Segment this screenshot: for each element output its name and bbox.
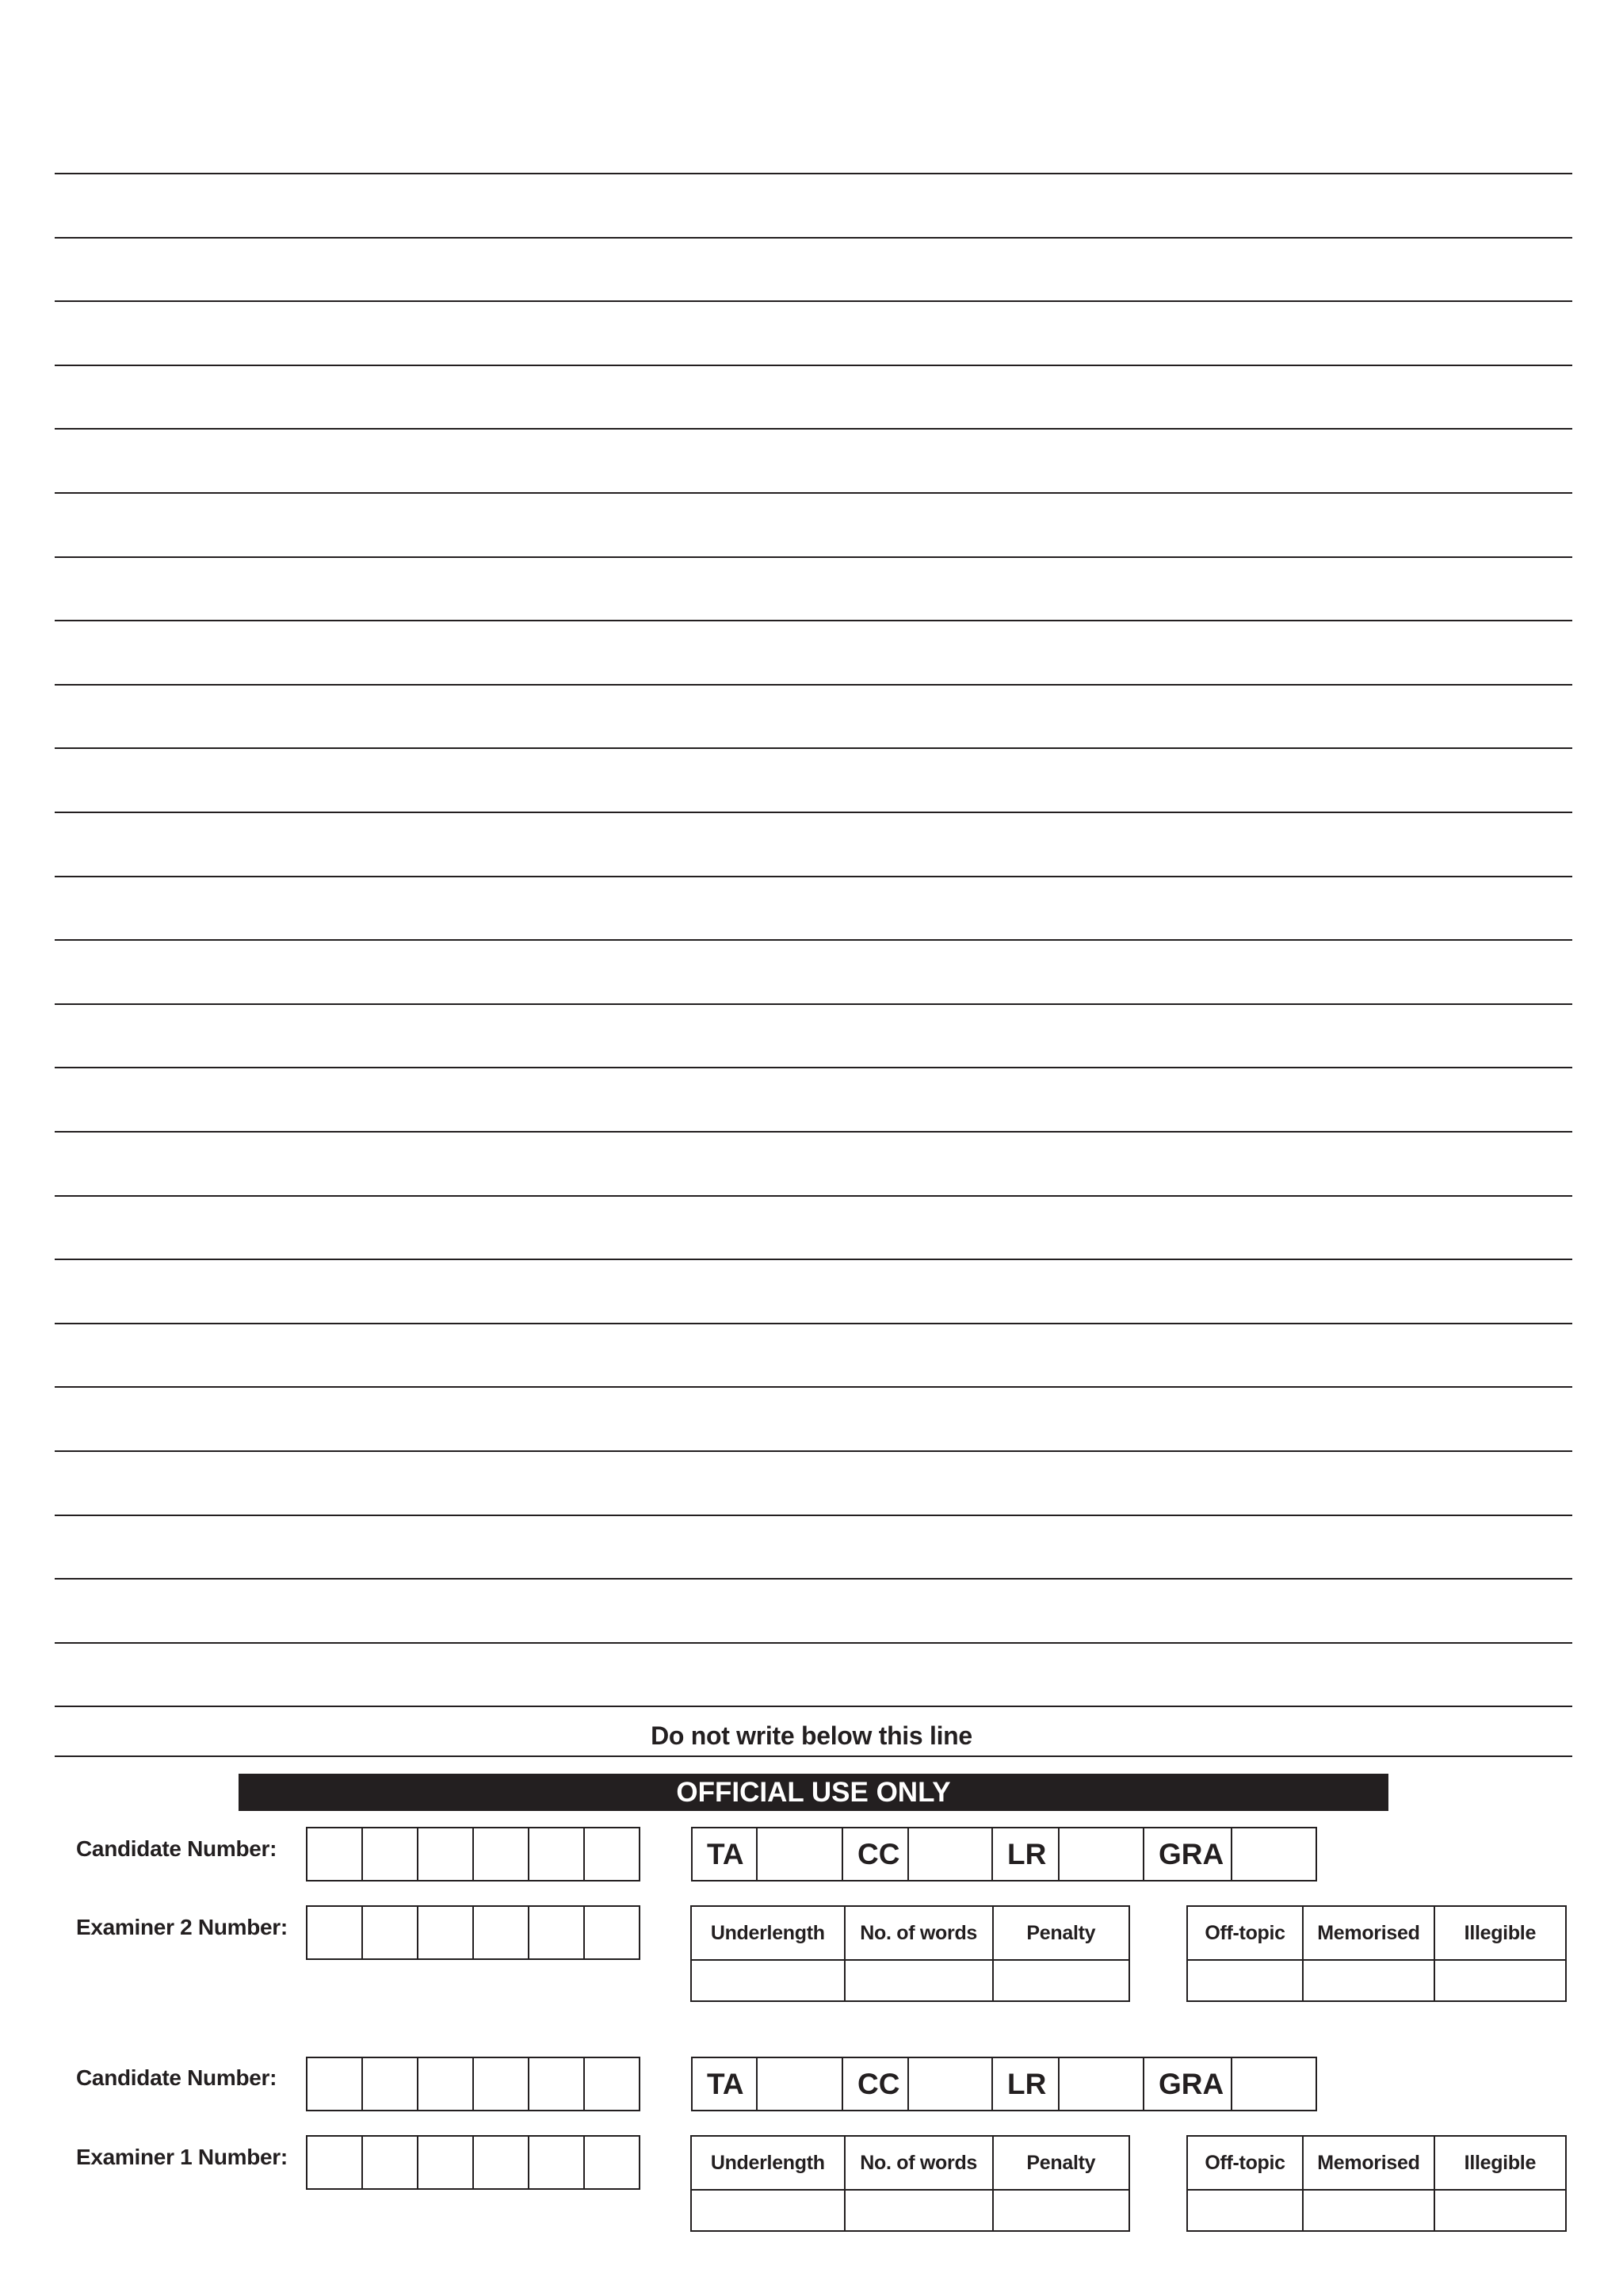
digit-box[interactable] bbox=[528, 1827, 585, 1881]
digit-box[interactable] bbox=[583, 2057, 640, 2111]
band-score-row bbox=[691, 1827, 1317, 1881]
digit-box[interactable] bbox=[417, 1905, 474, 1960]
writing-line bbox=[55, 1642, 1572, 1644]
digit-box[interactable] bbox=[528, 1905, 585, 1960]
writing-line bbox=[55, 812, 1572, 813]
score-label-lr: LR bbox=[991, 2057, 1060, 2111]
writing-line bbox=[55, 1323, 1572, 1324]
writing-line bbox=[55, 1515, 1572, 1516]
score-label-lr: LR bbox=[991, 1827, 1060, 1881]
writing-line bbox=[55, 1578, 1572, 1580]
off-topic-cell[interactable] bbox=[1187, 2190, 1303, 2231]
score-box-gra[interactable] bbox=[1231, 1827, 1317, 1881]
penalty-header: Penalty bbox=[993, 1906, 1129, 1960]
memorised-cell[interactable] bbox=[1303, 2190, 1434, 2231]
digit-box[interactable] bbox=[472, 1827, 529, 1881]
digit-box[interactable] bbox=[306, 1827, 363, 1881]
illegible-cell[interactable] bbox=[1434, 2190, 1566, 2231]
digit-box[interactable] bbox=[528, 2135, 585, 2190]
score-label-ta: TA bbox=[691, 1827, 758, 1881]
score-box-lr[interactable] bbox=[1058, 1827, 1144, 1881]
word-count-header: No. of words bbox=[845, 1906, 993, 1960]
score-box-ta[interactable] bbox=[756, 1827, 843, 1881]
digit-box[interactable] bbox=[361, 2135, 418, 2190]
illegible-header: Illegible bbox=[1434, 2136, 1566, 2190]
underlength-header: Underlength bbox=[691, 1906, 845, 1960]
off-topic-header: Off-topic bbox=[1187, 2136, 1303, 2190]
writing-line bbox=[55, 1003, 1572, 1005]
candidate-number-label: Candidate Number: bbox=[76, 1836, 277, 1861]
digit-box[interactable] bbox=[583, 1905, 640, 1960]
examiner-number-label: Examiner 2 Number: bbox=[76, 1915, 288, 1939]
cutoff-line bbox=[55, 1755, 1572, 1757]
digit-box[interactable] bbox=[417, 2135, 474, 2190]
writing-line bbox=[55, 173, 1572, 174]
writing-line bbox=[55, 747, 1572, 749]
do-not-write-notice: Do not write below this line bbox=[651, 1721, 972, 1750]
digit-box[interactable] bbox=[306, 2057, 363, 2111]
digit-box[interactable] bbox=[417, 2057, 474, 2111]
digit-box[interactable] bbox=[472, 2135, 529, 2190]
writing-line bbox=[55, 1067, 1572, 1068]
candidate-number-boxes[interactable] bbox=[306, 2057, 640, 2111]
word-count-cell[interactable] bbox=[845, 1960, 993, 2001]
candidate-number-label: Candidate Number: bbox=[76, 2065, 277, 2090]
illegible-cell[interactable] bbox=[1434, 1960, 1566, 2001]
penalty-header: Penalty bbox=[993, 2136, 1129, 2190]
writing-line bbox=[55, 492, 1572, 494]
writing-line bbox=[55, 556, 1572, 558]
penalty-cell[interactable] bbox=[993, 2190, 1129, 2231]
flags-table bbox=[1186, 2135, 1567, 2232]
memorised-header: Memorised bbox=[1303, 2136, 1434, 2190]
score-box-gra[interactable] bbox=[1231, 2057, 1317, 2111]
writing-line bbox=[55, 1195, 1572, 1197]
digit-box[interactable] bbox=[417, 1827, 474, 1881]
score-label-gra: GRA bbox=[1143, 1827, 1232, 1881]
digit-box[interactable] bbox=[306, 1905, 363, 1960]
writing-line bbox=[55, 684, 1572, 686]
digit-box[interactable] bbox=[472, 1905, 529, 1960]
illegible-header: Illegible bbox=[1434, 1906, 1566, 1960]
word-count-cell[interactable] bbox=[845, 2190, 993, 2231]
digit-box[interactable] bbox=[361, 2057, 418, 2111]
official-use-banner: OFFICIAL USE ONLY bbox=[239, 1774, 1388, 1811]
writing-line bbox=[55, 1706, 1572, 1707]
underlength-cell[interactable] bbox=[691, 1960, 845, 2001]
examiner-number-boxes[interactable] bbox=[306, 1905, 640, 1960]
band-score-row bbox=[691, 2057, 1317, 2111]
score-box-cc[interactable] bbox=[907, 2057, 993, 2111]
underlength-header: Underlength bbox=[691, 2136, 845, 2190]
off-topic-header: Off-topic bbox=[1187, 1906, 1303, 1960]
score-box-cc[interactable] bbox=[907, 1827, 993, 1881]
digit-box[interactable] bbox=[361, 1827, 418, 1881]
penalty-cell[interactable] bbox=[993, 1960, 1129, 2001]
score-label-gra: GRA bbox=[1143, 2057, 1232, 2111]
length-penalty-table bbox=[690, 1905, 1130, 2002]
digit-box[interactable] bbox=[306, 2135, 363, 2190]
examiner-number-label: Examiner 1 Number: bbox=[76, 2145, 288, 2169]
digit-box[interactable] bbox=[361, 1905, 418, 1960]
score-label-cc: CC bbox=[842, 2057, 909, 2111]
candidate-number-boxes[interactable] bbox=[306, 1827, 640, 1881]
word-count-header: No. of words bbox=[845, 2136, 993, 2190]
score-label-cc: CC bbox=[842, 1827, 909, 1881]
length-penalty-table bbox=[690, 2135, 1130, 2232]
underlength-cell[interactable] bbox=[691, 2190, 845, 2231]
digit-box[interactable] bbox=[472, 2057, 529, 2111]
digit-box[interactable] bbox=[583, 2135, 640, 2190]
writing-line bbox=[55, 237, 1572, 239]
digit-box[interactable] bbox=[528, 2057, 585, 2111]
writing-line bbox=[55, 365, 1572, 366]
writing-line bbox=[55, 300, 1572, 302]
off-topic-cell[interactable] bbox=[1187, 1960, 1303, 2001]
writing-line bbox=[55, 1386, 1572, 1388]
writing-line bbox=[55, 1259, 1572, 1260]
writing-line bbox=[55, 428, 1572, 430]
score-label-ta: TA bbox=[691, 2057, 758, 2111]
examiner-number-boxes[interactable] bbox=[306, 2135, 640, 2190]
writing-line bbox=[55, 1131, 1572, 1133]
writing-line bbox=[55, 939, 1572, 941]
memorised-header: Memorised bbox=[1303, 1906, 1434, 1960]
flags-table bbox=[1186, 1905, 1567, 2002]
digit-box[interactable] bbox=[583, 1827, 640, 1881]
score-box-ta[interactable] bbox=[756, 2057, 843, 2111]
score-box-lr[interactable] bbox=[1058, 2057, 1144, 2111]
writing-line bbox=[55, 620, 1572, 621]
writing-line bbox=[55, 876, 1572, 877]
writing-line bbox=[55, 1450, 1572, 1452]
memorised-cell[interactable] bbox=[1303, 1960, 1434, 2001]
